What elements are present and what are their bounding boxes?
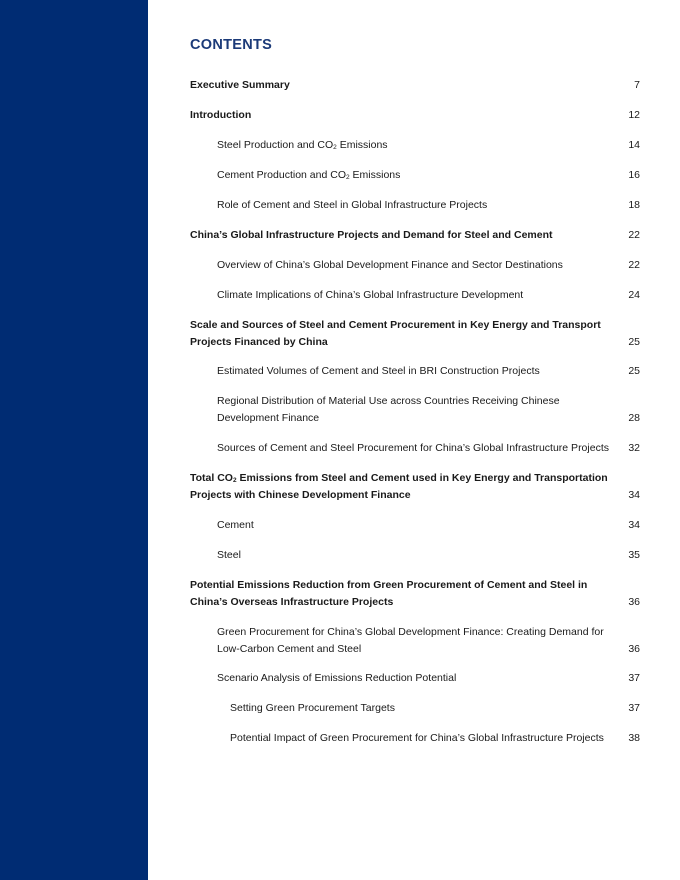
- toc-entry[interactable]: [190, 470, 640, 503]
- contents-heading: CONTENTS: [190, 37, 273, 53]
- toc-entry[interactable]: [230, 730, 640, 747]
- toc-entry[interactable]: [217, 670, 640, 687]
- toc-entry-title: Introduction: [190, 109, 252, 121]
- toc-page-number: 24: [628, 289, 640, 301]
- toc-entry-title: Total $CO_2$ Emissions from Steel and Cement used in Key Energy and Transportation Projects with Chinese Development Finance: [190, 472, 608, 501]
- toc-entry[interactable]: [190, 577, 640, 610]
- toc-entry[interactable]: [190, 317, 640, 350]
- toc-entry-title: Role of Cement and Steel in Global Infrastructure Projects: [217, 199, 488, 211]
- toc-entry[interactable]: [217, 393, 640, 426]
- toc-entry[interactable]: [217, 167, 640, 184]
- toc-page-number: 32: [628, 442, 640, 454]
- toc-entry[interactable]: [217, 517, 640, 534]
- toc-entry-title: Setting Green Procurement Targets: [230, 702, 395, 714]
- toc-entry[interactable]: [217, 197, 640, 214]
- toc-entry[interactable]: [190, 77, 640, 94]
- toc-entry[interactable]: [217, 363, 640, 380]
- toc-entry[interactable]: [217, 547, 640, 564]
- toc-entry[interactable]: [217, 257, 640, 274]
- toc-entry-title: Regional Distribution of Material Use across Countries Receiving Chinese Development Finance: [217, 395, 560, 424]
- toc-page-number: 36: [628, 642, 640, 655]
- toc-entry[interactable]: [230, 700, 640, 717]
- toc-page-number: 18: [628, 199, 640, 211]
- toc-entry-title: Cement: [217, 519, 254, 531]
- toc-page-number: 38: [628, 732, 640, 744]
- toc-entry-title: Climate Implications of China’s Global Infrastructure Development: [217, 289, 524, 301]
- toc-page-number: 16: [628, 169, 640, 181]
- toc-entry-title: Potential Impact of Green Procurement for China’s Global Infrastructure Projects: [230, 732, 604, 744]
- toc-page-number: 34: [628, 488, 640, 501]
- toc-entry-title: China’s Global Infrastructure Projects and Demand for Steel and Cement: [190, 229, 553, 241]
- toc-page-number: 35: [628, 549, 640, 561]
- toc-entry-title: Steel: [217, 549, 241, 561]
- toc-page-number: 34: [628, 519, 640, 531]
- toc-page-number: 28: [628, 411, 640, 424]
- toc-entry[interactable]: [190, 107, 640, 124]
- toc-entry[interactable]: [217, 287, 640, 304]
- toc-page-number: 25: [628, 365, 640, 377]
- toc-entry[interactable]: [217, 624, 640, 657]
- toc-page-number: 14: [628, 139, 640, 151]
- toc-entry[interactable]: [190, 227, 640, 244]
- toc-entry-title: Cement Production and $CO_2$ Emissions: [217, 169, 401, 181]
- toc-page-number: 12: [628, 109, 640, 121]
- toc-entry-title: Potential Emissions Reduction from Green Procurement of Cement and Steel in China’s Overseas Infrastructure Projects: [190, 579, 588, 608]
- toc-entry[interactable]: [217, 137, 640, 154]
- toc-entry[interactable]: [217, 440, 640, 457]
- toc-entry-title: Sources of Cement and Steel Procurement for China’s Global Infrastructure Projects: [217, 442, 609, 454]
- toc-page-number: 37: [628, 702, 640, 714]
- toc-entry-title: Overview of China’s Global Development Finance and Sector Destinations: [217, 259, 563, 271]
- toc-page-number: 7: [634, 79, 640, 91]
- toc-entry-title: Scenario Analysis of Emissions Reduction Potential: [217, 672, 457, 684]
- toc-entry-title: Executive Summary: [190, 79, 290, 91]
- toc-entry-title: Scale and Sources of Steel and Cement Procurement in Key Energy and Transport Projects Financed by China: [190, 319, 601, 348]
- toc-entry-title: Green Procurement for China’s Global Development Finance: Creating Demand for Low-Carbon Cement and Steel: [217, 626, 604, 655]
- toc-page-number: 25: [628, 335, 640, 348]
- toc-entry-title: Estimated Volumes of Cement and Steel in BRI Construction Projects: [217, 365, 540, 377]
- toc-page-number: 36: [628, 595, 640, 608]
- toc-entry-title: Steel Production and $CO_2$ Emissions: [217, 139, 388, 151]
- toc-page-number: 37: [628, 672, 640, 684]
- toc-page-number: 22: [628, 259, 640, 271]
- toc-page-number: 22: [628, 229, 640, 241]
